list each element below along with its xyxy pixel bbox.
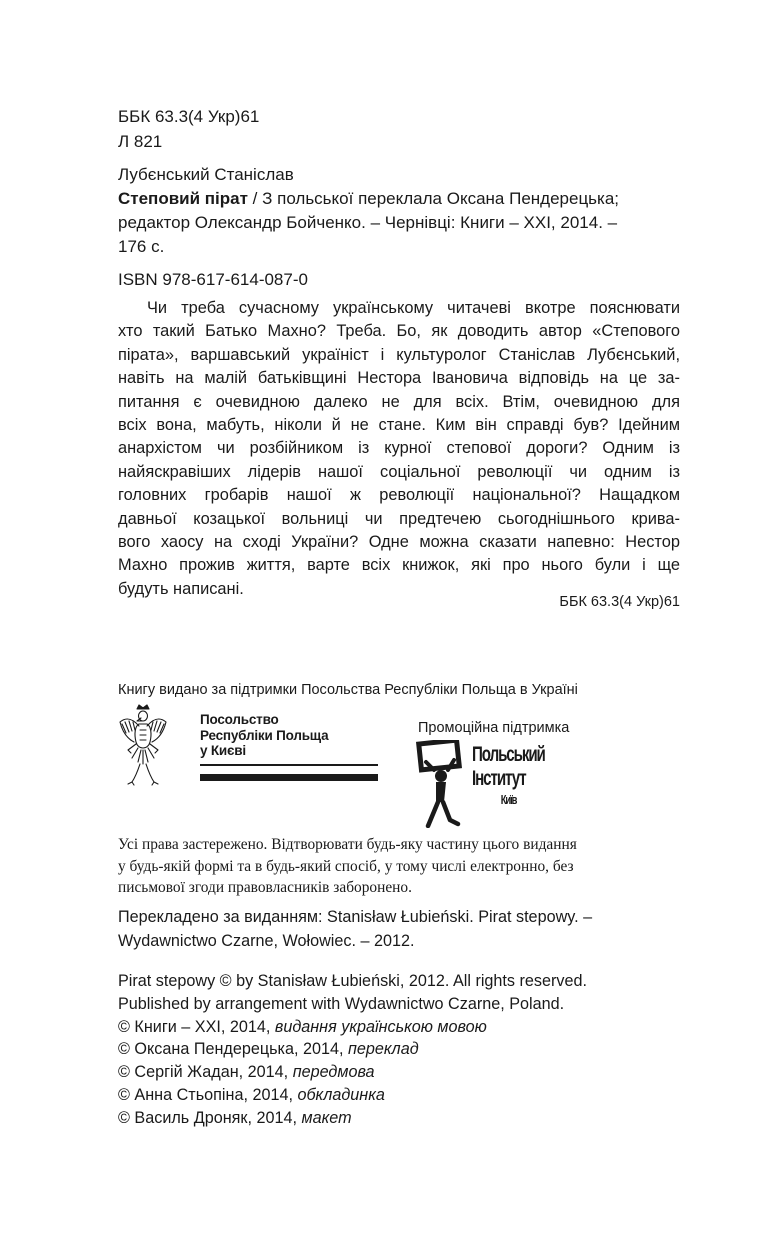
translation-source-line: Wydawnictwo Czarne, Wołowiec. – 2012. <box>118 931 415 950</box>
copyright-role: переклад <box>348 1040 419 1059</box>
embassy-block <box>118 704 380 788</box>
embassy-rule-thin <box>200 764 378 766</box>
translation-source-line: Перекладено за виданням: Stanisław Łubieński. Pirat stepowy. – <box>118 908 593 926</box>
embassy-rule-thick <box>200 774 378 781</box>
annotation-line: хто такий Батько Махно? Треба. Бо, як доводить автор «Степового <box>118 322 680 341</box>
copyright-entry <box>118 1016 680 1039</box>
rights-line: Усі права застережено. Відтворювати будь-яку частину цього видання <box>118 836 577 853</box>
bbk-codes <box>118 104 680 154</box>
annotation-line: найяскравіших лідерів нашої соціальної революції чи одним із <box>118 462 680 481</box>
annotation-line: всіх вона, мабуть, ніколи й не стане. Ким він справді був? Ідейним <box>118 416 680 435</box>
polish-institute-logo <box>414 740 574 830</box>
copyright-role: макет <box>301 1108 352 1127</box>
support-note: Книгу видано за підтримки Посольства Республіки Польща в Україні <box>118 682 578 698</box>
original-copyright: Pirat stepowy © by Stanisław Łubieński, 2012. All rights reserved. <box>118 972 588 990</box>
catalog-pages: 176 с. <box>118 237 165 256</box>
catalog-entry <box>118 163 680 259</box>
copyright-entry <box>118 1084 680 1107</box>
catalog-title-line <box>118 187 680 211</box>
institute-name <box>472 743 545 808</box>
embassy-name-line: Республіки Польща <box>200 727 329 743</box>
institute-city: Київ <box>500 792 517 807</box>
annotation-line: Чи треба сучасному українському читачеві вкотре пояснювати <box>147 299 680 317</box>
book-title: Степовий пірат <box>118 189 248 208</box>
annotation-line: питання є очевидною далеко не для всіх. Втім, очевидною для <box>118 392 680 411</box>
annotation-line: давньої козацької вольниці чи предтечею сьогоднішнього крива- <box>118 509 680 528</box>
rights-line: письмової згоди правовласників заборонено. <box>118 879 412 896</box>
annotation <box>118 297 680 601</box>
copyright-holder: © Анна Стьопіна, 2014, <box>118 1085 298 1104</box>
embassy-name-line: Посольство <box>200 712 279 727</box>
copyright-entry <box>118 1107 680 1130</box>
copyright-holder: © Василь Дроняк, 2014, <box>118 1108 302 1127</box>
arrangement-note: Published by arrangement with Wydawnictwo Czarne, Poland. <box>118 994 565 1013</box>
man-carrying-frame-icon <box>414 740 462 828</box>
institute-name-line: Інститут <box>472 767 526 790</box>
copyright-list <box>118 970 680 1130</box>
rights-notice <box>118 834 680 899</box>
annotation-line: навіть на малій батьківщині Нестора Івановича відповідь на це за- <box>118 369 680 388</box>
promo-label: Промоційна підтримка <box>418 720 570 736</box>
annotation-line: Махно прожив життя, варте всіх книжок, які про нього були і ще <box>118 556 680 575</box>
institute-name-line: Польський <box>472 743 545 766</box>
annotation-line: пірата», варшавський україніст і культуролог Станіслав Лубєнський, <box>118 345 680 364</box>
copyright-entry <box>118 1038 680 1061</box>
catalog-author: Лубєнський Станіслав <box>118 165 294 184</box>
isbn: ISBN 978-617-614-087-0 <box>118 270 308 289</box>
copyright-role: передмова <box>292 1063 375 1082</box>
bbk-index: ББК 63.3(4 Укр)61 <box>118 107 260 126</box>
copyright-role: обкладинка <box>297 1085 385 1104</box>
annotation-bbk: ББК 63.3(4 Укр)61 <box>559 594 680 610</box>
copyright-holder: © Сергій Жадан, 2014, <box>118 1063 293 1082</box>
annotation-line: анархістом чи розбійником із курної степової дороги? Одним із <box>118 439 680 458</box>
author-mark: Л 821 <box>118 132 163 151</box>
embassy-name-line: у Києві <box>200 743 246 758</box>
embassy-name <box>200 712 328 759</box>
annotation-line: вого хаосу на сході України? Одне можна сказати напевно: Нестор <box>118 533 680 552</box>
polish-eagle-icon <box>118 704 168 786</box>
copyright-holder: © Оксана Пендерецька, 2014, <box>118 1040 348 1059</box>
catalog-imprint: редактор Олександр Бойченко. – Чернівці: Книги – XXI, 2014. – <box>118 213 618 232</box>
annotation-line: головних гробарів нашої ж революції національної? Нащадком <box>118 486 680 505</box>
translation-source <box>118 906 680 953</box>
copyright-holder: © Книги – XXI, 2014, <box>118 1017 275 1036</box>
title-responsibility: / З польської переклала Оксана Пендерецька; <box>247 189 620 208</box>
copyright-role: видання українською мовою <box>274 1017 487 1036</box>
copyright-entry <box>118 1061 680 1084</box>
annotation-line: будуть написані. <box>118 579 244 598</box>
rights-line: у будь-якій формі та в будь-який спосіб, у тому числі електронно, без <box>118 857 574 875</box>
